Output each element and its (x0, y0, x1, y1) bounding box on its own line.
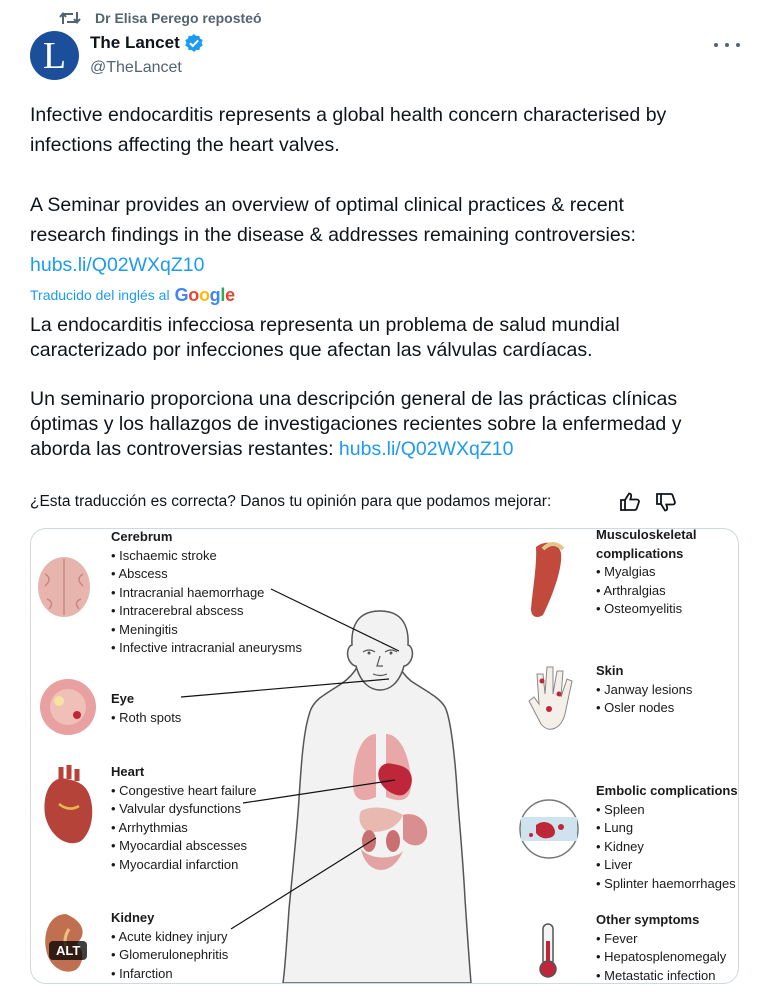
kidney-item: • Infarction (111, 965, 173, 981)
brain-illustration (38, 557, 90, 617)
other-symptoms-item: • Metastatic infection (596, 967, 716, 983)
kidney-item: • Glomerulonephritis (111, 947, 229, 962)
google-letter: g (209, 284, 221, 305)
cerebrum-item: • Intracerebral abscess (111, 603, 244, 618)
translation-line: aborda las controversias restantes: (30, 438, 334, 460)
skin-item: • Osler nodes (596, 700, 675, 715)
translation-paragraph-2 (30, 387, 750, 462)
musculoskeletal-item: • Osteomyelitis (596, 601, 683, 616)
kidney-organ (362, 830, 376, 852)
musculoskeletal-title: Musculoskeletal (596, 528, 697, 542)
repost-indicator[interactable] (60, 8, 262, 28)
cerebrum-item: • Meningitis (111, 621, 178, 637)
cerebrum-item: • Infective intracranial aneurysms (111, 640, 302, 655)
translation-line: óptimas y los hallazgos de investigaciones recientes sobre la enfermedad y (30, 413, 682, 435)
tweet-line: A Seminar provides an overview of optimal clinical practices & recent (30, 194, 624, 216)
alt-text-badge[interactable]: ALT (49, 941, 87, 960)
more-dot-icon (714, 43, 718, 47)
skin-title: Skin (596, 663, 624, 678)
embolic-block (596, 782, 738, 893)
more-dot-icon (736, 43, 740, 47)
heart-item: • Valvular dysfunctions (111, 801, 242, 816)
other-symptoms-item: • Fever (596, 930, 638, 946)
cerebrum-title: Cerebrum (111, 529, 173, 544)
musculoskeletal-item: • Myalgias (596, 564, 656, 579)
translation-label: Traducido del inglés al (30, 287, 170, 303)
translation-line: La endocarditis infecciosa representa un problema de salud mundial (30, 314, 620, 336)
cerebrum-item: • Abscess (111, 566, 168, 581)
embolic-item: • Spleen (596, 801, 645, 817)
thermometer-illustration (540, 924, 556, 977)
other-symptoms-block (596, 911, 726, 984)
repost-text: Dr Elisa Perego reposteó (95, 10, 262, 26)
google-logo (175, 285, 235, 306)
tweet-paragraph-1 (30, 100, 750, 160)
vessel-embolus-illustration (520, 800, 578, 858)
verified-badge-icon (184, 33, 204, 53)
google-letter: o (198, 284, 210, 305)
tweet-link[interactable]: hubs.li/Q02WXqZ10 (30, 254, 205, 276)
author-handle[interactable]: @TheLancet (90, 59, 182, 76)
skin-block (596, 662, 692, 718)
google-letter: o (188, 284, 199, 305)
google-letter: e (225, 284, 235, 305)
eye-title: Eye (111, 691, 135, 706)
google-letter: G (174, 284, 189, 305)
musculoskeletal-block (596, 528, 696, 619)
heart-item: • Arrhythmias (111, 819, 188, 835)
tweet-line: Infective endocarditis represents a global health concern characterised by (30, 104, 667, 126)
more-dot-icon (725, 43, 729, 47)
skin-item: • Janway lesions (596, 681, 693, 697)
more-options-button[interactable] (714, 35, 740, 55)
translation-feedback: ¿Esta traducción es correcta? Danos tu opinión para que podamos mejorar: (30, 493, 552, 510)
author-name-text: The Lancet (90, 33, 180, 52)
avatar[interactable] (30, 31, 79, 80)
tweet-paragraph-2 (30, 190, 750, 280)
translation-attribution[interactable] (30, 285, 235, 305)
cerebrum-item: • Intracranial haemorrhage (111, 584, 265, 600)
tweet-line: infections affecting the heart valves. (30, 134, 340, 156)
tweet-line: research findings in the disease & addresses remaining controversies: (30, 224, 636, 246)
thumbs-up-icon[interactable] (619, 492, 641, 512)
eye-block (111, 690, 181, 727)
eye-illustration (40, 679, 96, 735)
hand-illustration (529, 667, 572, 729)
avatar-letter: L (42, 34, 67, 77)
embolic-item: • Splinter haemorrhages (596, 875, 736, 891)
kidney-item: • Acute kidney injury (111, 928, 228, 944)
heart-item: • Myocardial abscesses (111, 838, 248, 853)
embolic-item: • Kidney (596, 838, 644, 854)
translation-line: Un seminario proporciona una descripción general de las prácticas clínicas (30, 388, 678, 410)
heart-block (111, 763, 256, 874)
other-symptoms-title: Other symptoms (596, 912, 700, 927)
embolic-item: • Liver (596, 857, 633, 872)
eye-item: • Roth spots (111, 709, 182, 725)
google-letter: l (220, 284, 226, 305)
embolic-title: Embolic complications (596, 783, 738, 798)
heart-item: • Congestive heart failure (111, 782, 257, 798)
musculoskeletal-title: complications (596, 545, 684, 561)
kidney-block (111, 909, 228, 983)
tweet-image[interactable] (30, 528, 739, 984)
author-name[interactable] (90, 33, 204, 53)
translation-line: caracterizado por infecciones que afectan las válvulas cardíacas. (30, 339, 593, 361)
other-symptoms-item: • Hepatosplenomegaly (596, 949, 727, 964)
embolic-item: • Lung (596, 820, 634, 835)
musculoskeletal-item: • Arthralgias (596, 582, 666, 598)
cerebrum-block (111, 528, 302, 658)
translation-paragraph-1 (30, 313, 750, 363)
thumbs-down-icon[interactable] (655, 492, 677, 512)
muscle-illustration (531, 543, 563, 617)
kidney-title: Kidney (111, 910, 155, 925)
heart-illustration (45, 765, 93, 843)
translation-link[interactable]: hubs.li/Q02WXqZ10 (338, 438, 514, 460)
cerebrum-item: • Ischaemic stroke (111, 547, 217, 563)
repost-icon (59, 9, 81, 27)
heart-title: Heart (111, 764, 145, 779)
heart-item: • Myocardial infarction (111, 856, 239, 872)
